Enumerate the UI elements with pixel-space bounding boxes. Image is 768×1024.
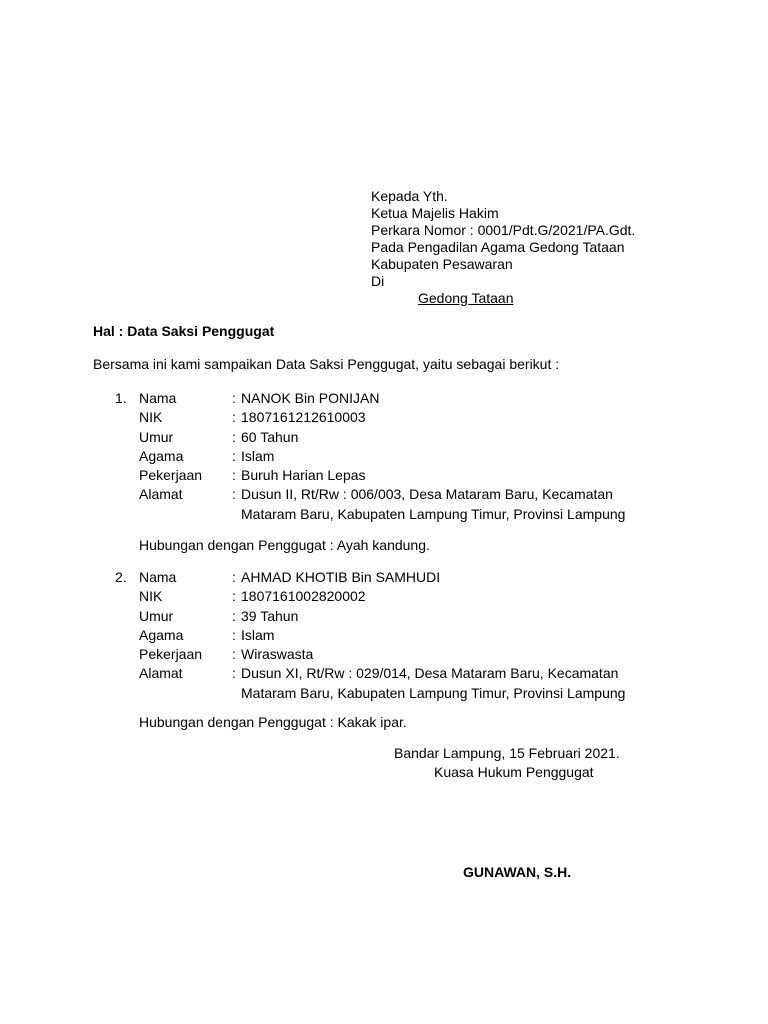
signatory-name: GUNAWAN, S.H.: [463, 864, 572, 880]
label-agama: Agama: [139, 447, 184, 464]
witness-age: 39 Tahun: [241, 607, 299, 624]
label-alamat: Alamat: [139, 486, 183, 503]
label-umur: Umur: [139, 428, 174, 445]
witness-number: 1.: [115, 390, 127, 406]
label-pekerjaan: Pekerjaan: [139, 646, 203, 663]
case-number: Perkara Nomor : 0001/Pdt.G/2021/PA.Gdt.: [371, 222, 636, 238]
witness-address-line-1: Dusun XI, Rt/Rw : 029/014, Desa Mataram Baru, Kecamatan: [241, 665, 619, 682]
label-pekerjaan: Pekerjaan: [139, 467, 203, 484]
recipient-address: [371, 188, 635, 307]
intro-paragraph: Bersama ini kami sampaikan Data Saksi Penggugat, yaitu sebagai berikut :: [93, 356, 560, 372]
label-nama: Nama: [139, 569, 177, 585]
witness-address-line-2: Mataram Baru, Kabupaten Lampung Timur, Provinsi Lampung: [241, 684, 626, 701]
label-agama: Agama: [139, 626, 184, 643]
witness-address-line-2: Mataram Baru, Kabupaten Lampung Timur, Provinsi Lampung: [241, 505, 626, 522]
address-line: Kabupaten Pesawaran: [371, 256, 513, 272]
label-nama: Nama: [139, 390, 177, 406]
witness-occupation: Buruh Harian Lepas: [241, 467, 366, 484]
subject-heading: Hal : Data Saksi Penggugat: [93, 323, 275, 339]
letter-date: Bandar Lampung, 15 Februari 2021.: [394, 745, 620, 761]
signatory-role: Kuasa Hukum Penggugat: [434, 764, 594, 780]
label-nik: NIK: [139, 409, 163, 426]
label-umur: Umur: [139, 607, 174, 624]
witness-address-line-1: Dusun II, Rt/Rw : 006/003, Desa Mataram Baru, Kecamatan: [241, 486, 613, 503]
witness-name: NANOK Bin PONIJAN: [241, 390, 380, 406]
witness-entry-1: 1. Nama : NANOK Bin PONIJAN NIK : 1807161212610003 Umur : 60 Tahun Agama : Islam Pekerjaan : Buruh Harian Lepas Alamat : Dusun II, Rt/Rw : 006/003, Desa Mataram Baru, Kecamatan Mataram Baru, Kabupaten Lampung Timur, Provinsi Lampung: [115, 389, 625, 524]
label-nik: NIK: [139, 588, 163, 605]
witness-nik: 1807161002820002: [241, 588, 366, 605]
witness-number: 2.: [115, 569, 127, 585]
witness-religion: Islam: [241, 626, 275, 643]
address-line: Kepada Yth.: [371, 188, 448, 204]
address-line: Ketua Majelis Hakim: [371, 205, 499, 221]
label-alamat: Alamat: [139, 665, 183, 682]
witness-age: 60 Tahun: [241, 428, 299, 445]
witness-name: AHMAD KHOTIB Bin SAMHUDI: [241, 569, 441, 585]
witness-occupation: Wiraswasta: [241, 646, 314, 663]
address-place: Gedong Tataan: [418, 290, 514, 306]
witness-relationship-1: Hubungan dengan Penggugat : Ayah kandung.: [139, 537, 430, 553]
witness-nik: 1807161212610003: [241, 409, 366, 426]
address-line: Pada Pengadilan Agama Gedong Tataan: [371, 239, 625, 255]
witness-religion: Islam: [241, 447, 275, 464]
address-line: Di: [371, 273, 385, 289]
witness-relationship-2: Hubungan dengan Penggugat : Kakak ipar.: [139, 714, 407, 730]
witness-entry-2: 2. Nama : AHMAD KHOTIB Bin SAMHUDI NIK : 1807161002820002 Umur : 39 Tahun Agama : Islam Pekerjaan : Wiraswasta Alamat : Dusun XI, Rt/Rw : 029/014, Desa Mataram Baru, Kecamatan Mataram Baru, Kabupaten Lampung Timur, Provinsi Lampung: [115, 568, 625, 703]
